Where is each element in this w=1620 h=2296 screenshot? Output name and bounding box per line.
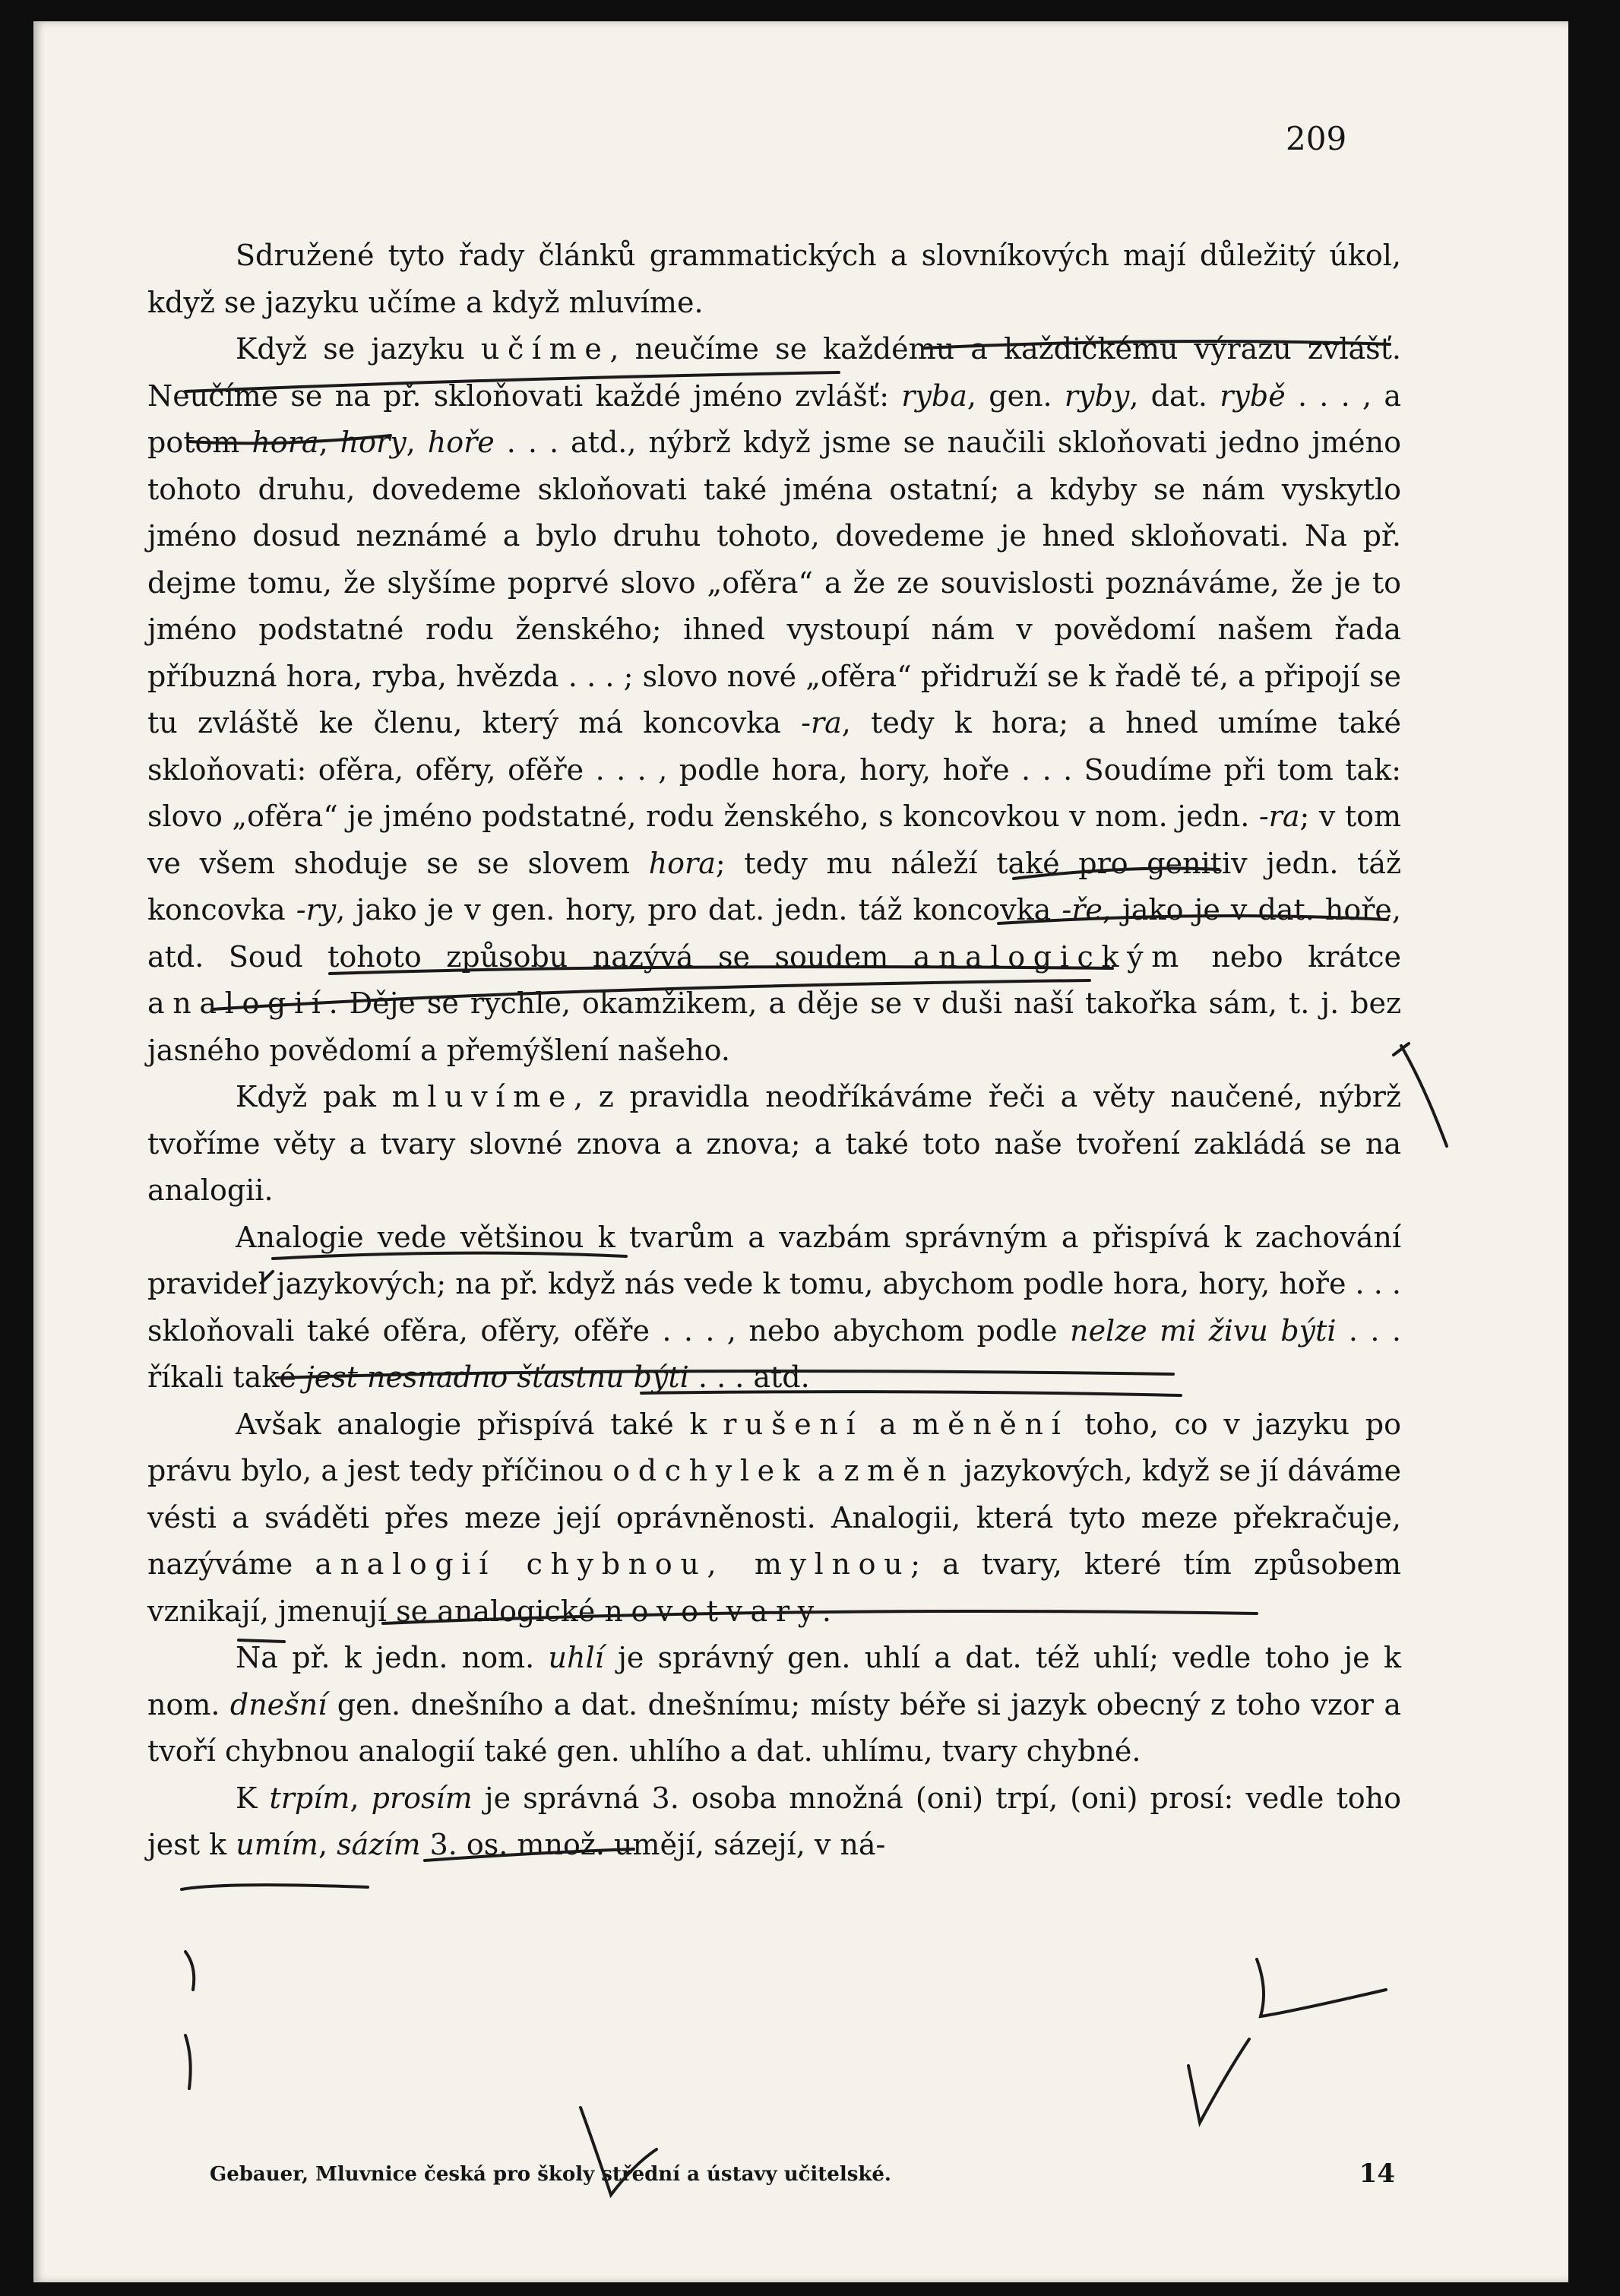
paragraph <box>147 233 1401 326</box>
italic-run: ryba <box>901 378 967 413</box>
text-run: 3. os. množ. umějí, sázejí, v ná- <box>420 1828 886 1861</box>
paragraph <box>147 1215 1401 1401</box>
spaced-run: změn <box>843 1454 955 1487</box>
text-run: , z pravidla neodříkáváme řeči a věty naučené, nýbrž tvoříme věty a tvary slovné znova a znova; a také toto naše tvoření zakládá se na analogii. <box>147 1080 1401 1207</box>
text-run: , <box>406 426 428 459</box>
text-run: , jako je v gen. hory, pro dat. jedn. táž koncovka <box>336 893 1062 926</box>
text-run: Když pak <box>236 1080 392 1113</box>
margin-stroke <box>185 1952 194 1990</box>
text-run: . . . atd. <box>688 1360 810 1394</box>
text-run: ; v tom ve všem shoduje se se slovem <box>147 800 1401 880</box>
italic-run: -ry <box>296 893 337 926</box>
margin-stroke <box>185 2035 191 2089</box>
italic-run: trpím <box>269 1781 350 1815</box>
text-run: . . . , a potom <box>147 378 1401 459</box>
paragraph <box>147 326 1401 1074</box>
text-run: , <box>318 1828 337 1861</box>
italic-run: -ra <box>1258 800 1300 833</box>
italic-run: hora <box>252 426 319 459</box>
spaced-run: analogickým <box>913 939 1187 974</box>
spaced-run: rušení <box>723 1407 864 1441</box>
italic-run: jest nesnadno šťastnu býti <box>305 1360 689 1394</box>
text-run: , dat. <box>1129 378 1220 413</box>
italic-run: hory <box>340 426 407 459</box>
signature-mark: 14 <box>1359 2158 1395 2189</box>
text-run: Když se jazyku <box>236 332 481 366</box>
spaced-run: odchylek <box>612 1454 808 1487</box>
text-run: nebo krátce <box>1186 939 1401 974</box>
book-page <box>33 21 1568 2282</box>
margin-bracket <box>1257 1959 1386 2016</box>
text-run: je správná 3. osoba množná (oni) trpí, (oni) prosí: vedle toho jest k <box>147 1781 1401 1861</box>
text-run: , <box>350 1781 372 1815</box>
italic-run: hora <box>648 846 716 880</box>
text-run: , gen. <box>967 378 1065 413</box>
page-number: 209 <box>1286 120 1347 157</box>
text-run: . . . atd., nýbrž když jsme se naučili skloňovati jedno jméno tohoto druhu, dovedeme skloňovati také jména ostatní; a kdyby se nám vyskytlo jméno dosud neznámé a bylo druhu tohoto, dovedeme je hned skloňovati. Na př. dejme tomu, že slyšíme poprvé slovo „ofěra“ a že ze souvislosti poznáváme, že je to jméno podstatné rodu ženského; ihned vystoupí nám v povědomí našem řada příbuzná hora, ryba, hvězda . . . ; slovo nové „ofěra“ přidruží se k řadě té, a připojí se tu zvláště ke členu, který má koncovka <box>147 426 1401 739</box>
italic-run: umím <box>236 1828 318 1861</box>
paragraph <box>147 1775 1401 1869</box>
paragraph <box>147 1635 1401 1775</box>
text-run: , <box>318 426 340 459</box>
italic-run: hoře <box>427 426 495 459</box>
text-run: je správný gen. uhlí a dat. též uhlí; vedle toho je k nom. <box>147 1641 1401 1721</box>
text-run: jazykových, když se jí dáváme vésti a sváděti přes meze její oprávněnosti. Analogii, která tyto meze překračuje, nazýváme <box>147 1454 1401 1581</box>
italic-run: nelze mi živu býti <box>1070 1313 1337 1348</box>
text-run: . Děje se rychle, okamžikem, a děje se v duši naší takořka sám, t. j. bez jasného povědomí a přemýšlení našeho. <box>147 986 1401 1067</box>
text-run: ; a tvary, které tím způsobem vznikají, jmenují se analogické <box>147 1547 1401 1628</box>
spaced-run: měnění <box>912 1407 1069 1441</box>
spaced-run: novotvary <box>604 1594 822 1628</box>
text-run: Avšak analogie přispívá také k <box>236 1407 723 1441</box>
italic-run: sázím <box>337 1828 421 1861</box>
text-run: Na př. k jedn. nom. <box>236 1641 549 1674</box>
spaced-run: analogií <box>147 986 329 1020</box>
spaced-run: analogií chybnou, mylnou <box>315 1547 911 1581</box>
italic-run: -ra <box>801 706 842 739</box>
margin-stroke <box>1401 1046 1447 1146</box>
paragraph <box>147 1074 1401 1215</box>
text-run: gen. dnešního a dat. dnešnímu; místy béře si jazyk obecný z toho vzor a tvoří chybnou analogií také gen. uhlího a dat. uhlímu, tvary chybné. <box>147 1687 1401 1768</box>
italic-run: -ře <box>1062 893 1103 926</box>
check-stroke <box>1188 2039 1249 2123</box>
spaced-run: učíme <box>480 332 610 366</box>
text-run: Analogie vede většinou k tvarům a vazbám správným a přispívá k zachování pravidel jazykových; na př. když nás vede k tomu, abychom podle hora, hory, hoře . . . skloňovali také ofěra, ofěry, ofěře . . . , nebo abychom podle <box>147 1220 1401 1348</box>
text-run: , tedy k hora; a hned umíme také skloňovati: ofěra, ofěry, ofěře . . . , podle hora, hory, hoře . . . Soudíme při tom tak: slovo „ofěra“ je jméno podstatné, rodu ženského, s koncovkou v nom. jedn. <box>147 706 1401 833</box>
italic-run: dnešní <box>229 1687 327 1721</box>
text-run: , jako je v dat. hoře, atd. Soud tohoto způsobu nazývá se soudem <box>147 893 1401 974</box>
text-run: K <box>236 1781 270 1815</box>
footer-citation: Gebauer, Mluvnice česká pro školy střední a ústavy učitelské. <box>210 2163 891 2186</box>
italic-run: prosím <box>371 1781 473 1815</box>
text-run: a <box>863 1407 913 1441</box>
body-text <box>147 233 1401 1869</box>
text-run: , neučíme se každému a každičkému výrazu zvlášť. Neučíme se na př. skloňovati každé jméno zvlášť: <box>147 332 1402 413</box>
paragraph <box>147 1401 1401 1636</box>
italic-run: ryby <box>1064 378 1130 413</box>
text-run: a <box>808 1454 844 1487</box>
text-run: . . . říkali také <box>147 1313 1401 1394</box>
strike-line <box>182 1885 368 1889</box>
text-run: . <box>821 1594 831 1628</box>
text-run: ; tedy mu náleží také pro genitiv jedn. táž koncovka <box>147 846 1401 926</box>
italic-run: rybě <box>1220 378 1286 413</box>
footer-note <box>210 2158 1395 2189</box>
text-run: Sdružené tyto řady článků grammatických a slovníkových mají důležitý úkol, když se jazyku učíme a když mluvíme. <box>147 239 1401 319</box>
text-run: toho, co v jazyku po právu bylo, a jest tedy příčinou <box>147 1407 1401 1487</box>
italic-run: uhlí <box>548 1641 604 1674</box>
spaced-run: mluvíme <box>391 1080 574 1113</box>
